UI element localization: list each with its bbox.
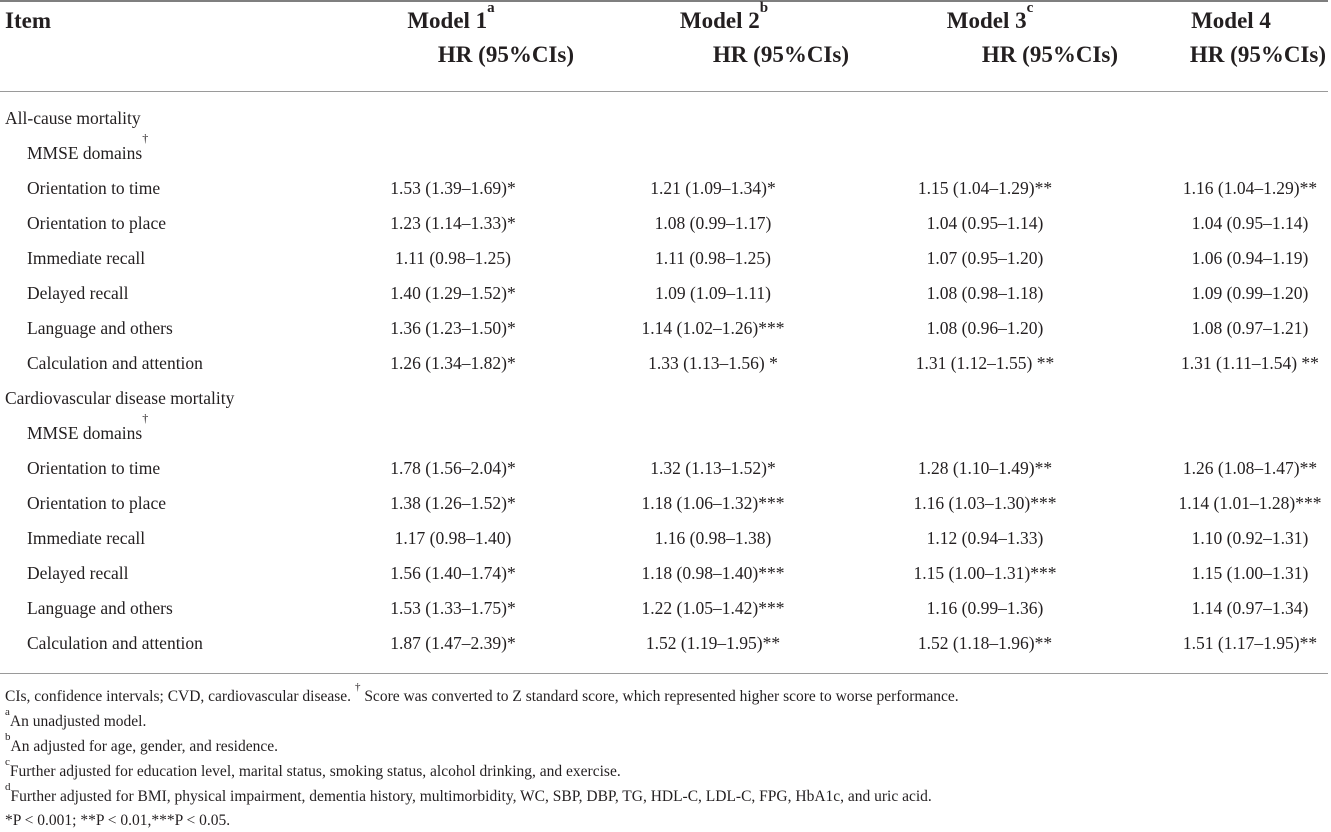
cell-model-3: 1.16 (1.03–1.30)*** bbox=[913, 493, 1057, 513]
cell-model-1: 1.56 (1.40–1.74)* bbox=[390, 563, 516, 583]
cell-model-2: 1.18 (0.98–1.40)*** bbox=[641, 563, 785, 583]
footnote-d: $^d$Further adjusted for BMI, physical impairment, dementia history, multimorbidity, WC, SBP, DBP, TG, HDL-C, LDL-C, FPG, HbA1c, and uric acid. bbox=[5, 781, 932, 805]
cell-model-2: 1.32 (1.13–1.52)* bbox=[650, 458, 776, 478]
cell-model-2: 1.22 (1.05–1.42)*** bbox=[641, 598, 785, 618]
table-row bbox=[0, 348, 1328, 378]
cell-model-1: 1.26 (1.34–1.82)* bbox=[390, 353, 516, 373]
cell-model-4: 1.14 (0.97–1.34) bbox=[1191, 598, 1309, 618]
header-model-3-name: Model 3 bbox=[946, 8, 1027, 33]
header-model-1 bbox=[321, 0, 581, 72]
group-label-row bbox=[0, 411, 1328, 448]
cell-model-4: 1.06 (0.94–1.19) bbox=[1191, 248, 1309, 268]
section-title: Cardiovascular disease mortality bbox=[5, 388, 235, 408]
cell-model-3: 1.28 (1.10–1.49)** bbox=[917, 458, 1053, 478]
cell-model-3: 1.12 (0.94–1.33) bbox=[926, 528, 1044, 548]
row-label: Orientation to time bbox=[27, 178, 161, 198]
table-bottom-rule bbox=[0, 673, 1328, 674]
cell-model-4: 1.08 (0.97–1.21) bbox=[1191, 318, 1309, 338]
footnote-a: $^a$An unadjusted model. bbox=[5, 706, 147, 730]
cell-model-4: 1.15 (1.00–1.31) bbox=[1191, 563, 1309, 583]
cell-model-3: 1.31 (1.12–1.55) ** bbox=[915, 353, 1055, 373]
cell-model-2: 1.18 (1.06–1.32)*** bbox=[641, 493, 785, 513]
row-label: Orientation to time bbox=[27, 458, 161, 478]
cell-model-4: 1.14 (1.01–1.28)*** bbox=[1178, 493, 1322, 513]
section-title-row bbox=[0, 383, 1328, 413]
cell-model-2: 1.21 (1.09–1.34)* bbox=[650, 178, 776, 198]
cell-model-4: 1.26 (1.08–1.47)** bbox=[1182, 458, 1318, 478]
cell-model-3: 1.52 (1.18–1.96)** bbox=[917, 633, 1053, 653]
cell-model-4: 1.16 (1.04–1.29)** bbox=[1182, 178, 1318, 198]
header-model-2 bbox=[594, 0, 854, 72]
header-model-2-sub: HR (95%CIs) bbox=[712, 42, 849, 67]
group-label-row bbox=[0, 131, 1328, 168]
cell-model-3: 1.16 (0.99–1.36) bbox=[926, 598, 1044, 618]
table-row bbox=[0, 593, 1328, 623]
table-row bbox=[0, 173, 1328, 203]
cell-model-2: 1.14 (1.02–1.26)*** bbox=[641, 318, 785, 338]
table-row bbox=[0, 313, 1328, 343]
cell-model-1: 1.17 (0.98–1.40) bbox=[394, 528, 512, 548]
cell-model-4: 1.04 (0.95–1.14) bbox=[1191, 213, 1309, 233]
header-model-1-sup: a bbox=[487, 0, 495, 16]
cell-model-4: 1.51 (1.17–1.95)** bbox=[1182, 633, 1318, 653]
cell-model-1: 1.78 (1.56–2.04)* bbox=[390, 458, 516, 478]
cell-model-4: 1.31 (1.11–1.54) ** bbox=[1181, 353, 1319, 373]
cell-model-1: 1.23 (1.14–1.33)* bbox=[390, 213, 516, 233]
table-row bbox=[0, 208, 1328, 238]
section-title: All-cause mortality bbox=[5, 108, 141, 128]
header-model-1-sub: HR (95%CIs) bbox=[437, 42, 574, 67]
cell-model-1: 1.53 (1.39–1.69)* bbox=[390, 178, 516, 198]
cell-model-2: 1.11 (0.98–1.25) bbox=[654, 248, 771, 268]
table-row bbox=[0, 243, 1328, 273]
header-model-4-name: Model 4 bbox=[1191, 8, 1271, 33]
cell-model-1: 1.36 (1.23–1.50)* bbox=[390, 318, 516, 338]
cell-model-3: 1.08 (0.96–1.20) bbox=[926, 318, 1044, 338]
table-top-rule bbox=[0, 0, 1328, 2]
row-label: Delayed recall bbox=[27, 563, 129, 583]
cell-model-2: 1.16 (0.98–1.38) bbox=[654, 528, 772, 548]
row-label: Calculation and attention bbox=[27, 633, 203, 653]
cell-model-3: 1.15 (1.00–1.31)*** bbox=[913, 563, 1057, 583]
header-item: Item bbox=[5, 8, 51, 33]
header-model-3-sub: HR (95%CIs) bbox=[981, 42, 1118, 67]
section-title-row bbox=[0, 103, 1328, 133]
group-label: MMSE domains† bbox=[27, 411, 149, 443]
header-rule bbox=[0, 91, 1328, 92]
table-row bbox=[0, 523, 1328, 553]
footnote-significance: *P < 0.001; **P < 0.01,***P < 0.05. bbox=[5, 812, 231, 829]
row-label: Language and others bbox=[27, 318, 173, 338]
row-label: Orientation to place bbox=[27, 213, 166, 233]
table-row bbox=[0, 278, 1328, 308]
cell-model-2: 1.52 (1.19–1.95)** bbox=[645, 633, 781, 653]
cell-model-4: 1.10 (0.92–1.31) bbox=[1191, 528, 1309, 548]
header-model-3 bbox=[860, 0, 1120, 72]
row-label: Language and others bbox=[27, 598, 173, 618]
table-row bbox=[0, 558, 1328, 588]
cell-model-4: 1.09 (0.99–1.20) bbox=[1191, 283, 1309, 303]
cell-model-3: 1.04 (0.95–1.14) bbox=[926, 213, 1044, 233]
header-model-2-name: Model 2 bbox=[679, 8, 760, 33]
footnote-abbreviations: CIs, confidence intervals; CVD, cardiovascular disease. † Score was converted to Z standard score, which represented higher score to worse performance. bbox=[5, 681, 959, 705]
row-label: Orientation to place bbox=[27, 493, 166, 513]
header-model-4-sub: HR (95%CIs) bbox=[1189, 42, 1326, 67]
row-label: Delayed recall bbox=[27, 283, 129, 303]
footnote-c: $^c$Further adjusted for education level, marital status, smoking status, alcohol drinking, and exercise. bbox=[5, 756, 621, 780]
cell-model-1: 1.40 (1.29–1.52)* bbox=[390, 283, 516, 303]
cell-model-1: 1.38 (1.26–1.52)* bbox=[390, 493, 516, 513]
row-label: Calculation and attention bbox=[27, 353, 203, 373]
table-row bbox=[0, 628, 1328, 658]
table-row bbox=[0, 453, 1328, 483]
cell-model-3: 1.07 (0.95–1.20) bbox=[926, 248, 1044, 268]
cell-model-3: 1.08 (0.98–1.18) bbox=[926, 283, 1044, 303]
header-model-3-sup: c bbox=[1026, 0, 1034, 16]
cell-model-1: 1.53 (1.33–1.75)* bbox=[390, 598, 516, 618]
header-model-1-name: Model 1 bbox=[407, 8, 488, 33]
cell-model-2: 1.08 (0.99–1.17) bbox=[654, 213, 772, 233]
row-label: Immediate recall bbox=[27, 248, 146, 268]
cell-model-2: 1.09 (1.09–1.11) bbox=[654, 283, 771, 303]
group-label: MMSE domains† bbox=[27, 131, 149, 163]
cell-model-1: 1.87 (1.47–2.39)* bbox=[390, 633, 516, 653]
cell-model-2: 1.33 (1.13–1.56) * bbox=[648, 353, 778, 373]
header-model-2-sup: b bbox=[759, 0, 769, 16]
cell-model-3: 1.15 (1.04–1.29)** bbox=[917, 178, 1053, 198]
cell-model-1: 1.11 (0.98–1.25) bbox=[394, 248, 511, 268]
footnote-b: $^b$An adjusted for age, gender, and residence. bbox=[5, 731, 279, 755]
header-model-4 bbox=[1136, 4, 1326, 72]
row-label: Immediate recall bbox=[27, 528, 146, 548]
table-row bbox=[0, 488, 1328, 518]
